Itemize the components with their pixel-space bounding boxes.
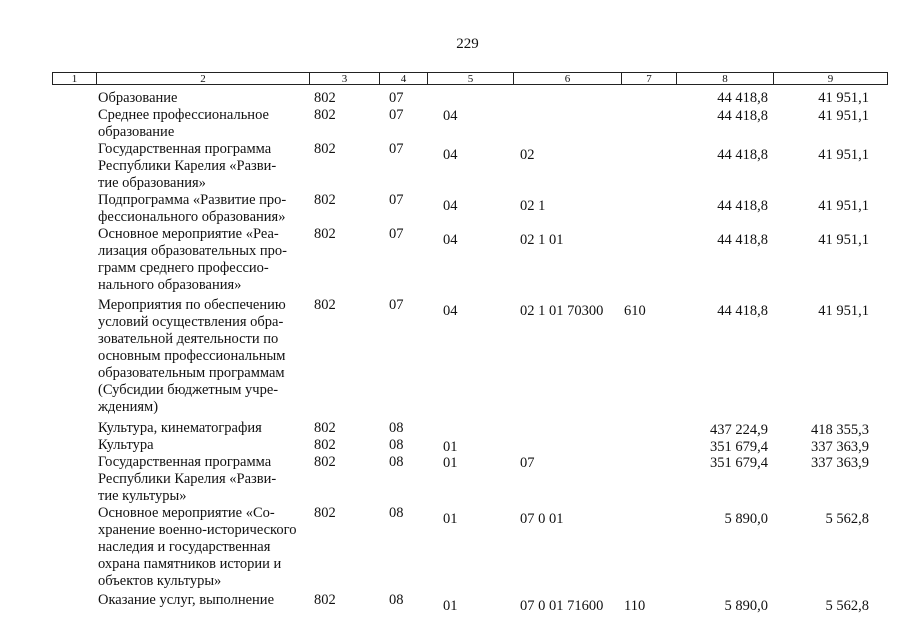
cell-c4: 07 [389, 90, 404, 106]
row-name [98, 192, 308, 226]
row-name-line: Культура, кинематография [98, 420, 262, 436]
cell-c9: 41 951,1 [818, 108, 869, 124]
row-name-line: Образование [98, 90, 178, 106]
cell-c4: 07 [389, 141, 404, 157]
row-name-line: Культура [98, 437, 154, 453]
row-name-line: зовательной деятельности по [98, 331, 279, 347]
cell-c3: 802 [314, 592, 336, 608]
cell-c4: 08 [389, 454, 404, 470]
cell-c9: 41 951,1 [818, 90, 869, 106]
header-col-9: 9 [827, 73, 834, 85]
cell-c9: 337 363,9 [811, 455, 869, 471]
row-name-line: объектов культуры» [98, 573, 222, 589]
cell-c9: 41 951,1 [818, 232, 869, 248]
cell-c3: 802 [314, 420, 336, 436]
cell-c6: 02 1 01 70300 [520, 303, 604, 319]
header-col-7: 7 [622, 73, 677, 84]
row-name-line: хранение военно-исторического [98, 522, 297, 538]
cell-c7: 110 [624, 598, 646, 614]
header-col-1: 1 [53, 73, 97, 84]
cell-c8: 44 418,8 [717, 90, 768, 106]
cell-c7: 610 [624, 303, 646, 319]
cell-c4: 08 [389, 437, 404, 453]
row-name-line: Оказание услуг, выполнение [98, 592, 275, 608]
table-header-row [52, 72, 888, 85]
cell-c9: 41 951,1 [818, 198, 869, 214]
cell-c3: 802 [314, 90, 336, 106]
header-col-3: 3 [310, 73, 380, 84]
cell-c8: 44 418,8 [717, 147, 768, 163]
cell-c4: 08 [389, 420, 404, 436]
row-name-line: лизация образовательных про- [98, 243, 287, 259]
cell-c8: 44 418,8 [717, 198, 768, 214]
row-name-line: образовательным программам [98, 365, 285, 381]
cell-c8: 5 890,0 [724, 511, 768, 527]
cell-c8: 351 679,4 [710, 455, 768, 471]
cell-c5: 04 [443, 232, 458, 248]
cell-c3: 802 [314, 297, 336, 313]
cell-c8: 437 224,9 [710, 422, 768, 438]
cell-c4: 08 [389, 505, 404, 521]
page-number: 229 [456, 36, 479, 52]
cell-c4: 07 [389, 107, 404, 123]
row-name [98, 107, 308, 141]
row-name-line: Республики Карелия «Разви- [98, 158, 277, 174]
cell-c5: 04 [443, 108, 458, 124]
cell-c6: 02 [520, 147, 535, 163]
cell-c8: 44 418,8 [717, 108, 768, 124]
cell-c4: 07 [389, 297, 404, 313]
cell-c9: 337 363,9 [811, 439, 869, 455]
cell-c5: 04 [443, 198, 458, 214]
cell-c9: 5 562,8 [825, 598, 869, 614]
row-name-line: нального образования» [98, 277, 242, 293]
row-name-line: тие культуры» [98, 488, 187, 504]
row-name-line: наследия и государственная [98, 539, 271, 555]
cell-c9: 5 562,8 [825, 511, 869, 527]
row-name-line: образование [98, 124, 175, 140]
row-name-line: Мероприятия по обеспечению [98, 297, 286, 313]
header-col-4: 4 [380, 73, 428, 84]
cell-c8: 351 679,4 [710, 439, 768, 455]
row-name-line: Республики Карелия «Разви- [98, 471, 277, 487]
cell-c3: 802 [314, 192, 336, 208]
row-name [98, 226, 308, 294]
cell-c9: 41 951,1 [818, 303, 869, 319]
header-col-8: 8 [677, 73, 774, 84]
row-name-line: (Субсидии бюджетным учре- [98, 382, 279, 398]
header-col-2: 2 [97, 73, 310, 84]
cell-c3: 802 [314, 226, 336, 242]
cell-c3: 802 [314, 437, 336, 453]
cell-c3: 802 [314, 454, 336, 470]
row-name-line: Основное мероприятие «Со- [98, 505, 275, 521]
row-name [98, 141, 308, 192]
row-name-line: ждениям) [98, 399, 159, 415]
cell-c6: 07 [520, 455, 535, 471]
row-name-line: грамм среднего профессио- [98, 260, 269, 276]
cell-c8: 44 418,8 [717, 232, 768, 248]
row-name [98, 454, 308, 505]
row-name [98, 592, 308, 609]
row-name-line: Среднее профессиональное [98, 107, 269, 123]
row-name [98, 420, 308, 437]
row-name-line: Основное мероприятие «Реа- [98, 226, 279, 242]
cell-c5: 01 [443, 511, 458, 527]
row-name [98, 90, 308, 107]
cell-c6: 07 0 01 [520, 511, 564, 527]
row-name [98, 505, 308, 590]
cell-c9: 41 951,1 [818, 147, 869, 163]
cell-c5: 01 [443, 455, 458, 471]
cell-c3: 802 [314, 505, 336, 521]
cell-c6: 07 0 01 71600 [520, 598, 604, 614]
row-name [98, 297, 308, 416]
cell-c5: 04 [443, 147, 458, 163]
cell-c8: 44 418,8 [717, 303, 768, 319]
row-name-line: Государственная программа [98, 454, 272, 470]
cell-c6: 02 1 [520, 198, 546, 214]
cell-c9: 418 355,3 [811, 422, 869, 438]
row-name-line: основным профессиональным [98, 348, 286, 364]
cell-c5: 01 [443, 598, 458, 614]
row-name [98, 437, 308, 454]
row-name-line: охрана памятников истории и [98, 556, 282, 572]
cell-c5: 01 [443, 439, 458, 455]
cell-c4: 07 [389, 192, 404, 208]
cell-c4: 08 [389, 592, 404, 608]
row-name-line: условий осуществления обра- [98, 314, 284, 330]
header-col-5: 5 [428, 73, 514, 84]
header-col-6: 6 [514, 73, 622, 84]
row-name-line: Государственная программа [98, 141, 272, 157]
row-name-line: Подпрограмма «Развитие про- [98, 192, 287, 208]
row-name-line: фессионального образования» [98, 209, 286, 225]
cell-c8: 5 890,0 [724, 598, 768, 614]
cell-c6: 02 1 01 [520, 232, 564, 248]
cell-c4: 07 [389, 226, 404, 242]
cell-c3: 802 [314, 107, 336, 123]
cell-c3: 802 [314, 141, 336, 157]
row-name-line: тие образования» [98, 175, 206, 191]
cell-c5: 04 [443, 303, 458, 319]
